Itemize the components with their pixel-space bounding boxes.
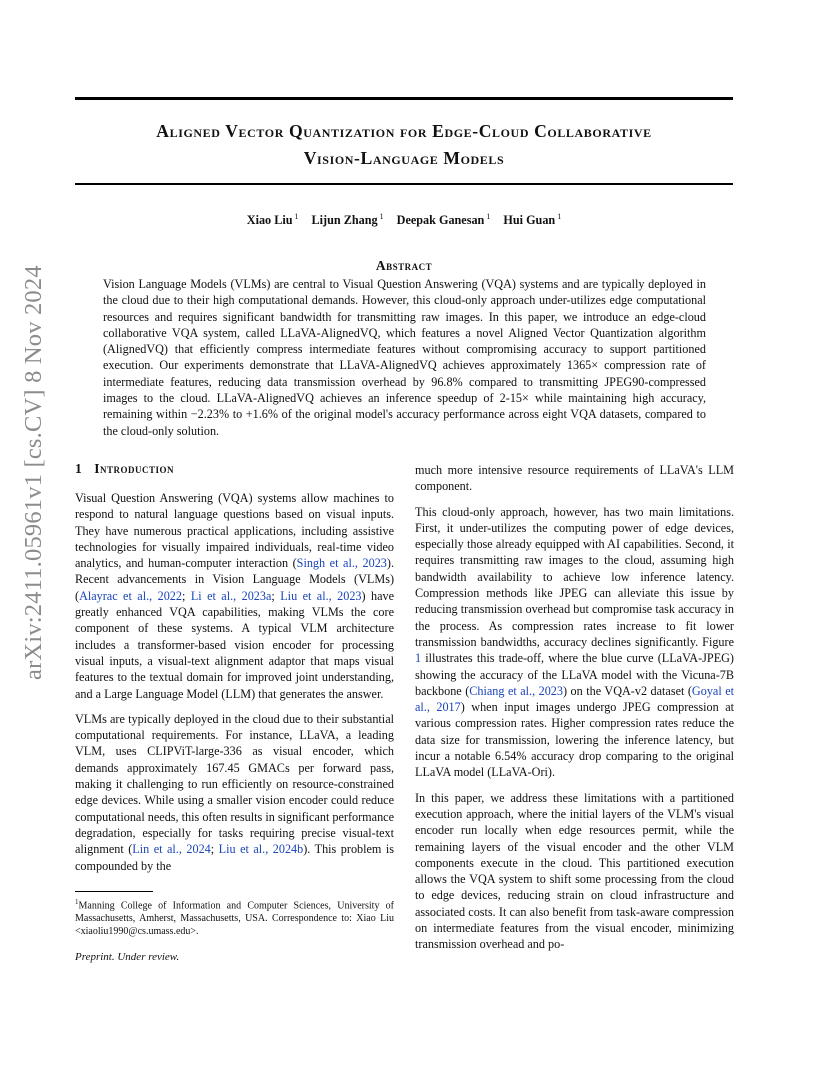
section-heading — [75, 461, 174, 477]
title-rule-bottom — [75, 183, 733, 185]
author — [247, 213, 299, 227]
citation-link[interactable]: Liu et al., 2024b — [218, 842, 304, 857]
title-rule-top — [75, 97, 733, 100]
footnote — [75, 896, 394, 938]
text-run: Visual Question Answering (VQA) systems allow machines to respond to natural language questions based on visual inputs. They have numerous practical applications, including assistive technologies for visually impaired individuals, real-time video analytics, and human-computer interaction ( — [75, 491, 394, 571]
author-affiliation-mark: 1 — [379, 212, 384, 221]
text-run: ). This problem is compounded by the — [75, 842, 395, 873]
citation-link[interactable]: Singh et al., 2023 — [296, 556, 387, 571]
title-line-2: Vision-Language Models — [303, 148, 505, 168]
intro-paragraph-2 — [75, 711, 394, 874]
author-list — [75, 212, 733, 228]
author-affiliation-mark: 1 — [557, 212, 562, 221]
section-title: Introduction — [94, 461, 175, 476]
citation-link[interactable]: Lin et al., 2024 — [132, 842, 211, 857]
right-column — [415, 462, 734, 962]
abstract-heading: Abstract — [375, 258, 433, 273]
author — [503, 213, 561, 227]
footnote-text: Manning College of Information and Computer Sciences, University of Massachusetts, Amherst, Massachusetts, USA. Correspondence to: Xiao Liu <xiaoliu1990@cs.umass.edu>. — [75, 900, 394, 937]
abstract-text: Vision Language Models (VLMs) are central to Visual Question Answering (VQA) systems and are typically deployed in the cloud due to their high computational demands. However, this cloud-only approach under-utilizes edge computational resources and requires significant bandwidth for transmitting raw images. In this paper, we introduce an edge-cloud collaborative VQA system, called LLaVA-AlignedVQ, which features a novel Aligned Vector Quantization algorithm (AlignedVQ) that efficiently compress intermediate features without compromising accuracy to support partitioned execution. Our experiments demonstrate that LLaVA-AlignedVQ achieves approximately 1365× compression rate of intermediate features, reducing data transmission overhead by 96.8% compared to transmitting JPEG90-compressed images to the cloud. LLaVA-AlignedVQ achieves an inference speedup of 2-15× while maintaining high accuracy, remaining within −2.23% to +1.6% of the original model's accuracy performance across eight VQA datasets, compared to the cloud-only solution. — [103, 277, 706, 438]
author-name: Lijun Zhang — [311, 213, 378, 228]
author-name: Hui Guan — [503, 213, 556, 228]
text-run: ) when input images undergo JPEG compression at various compression rates. Higher compression rates reduce the data size for transmission, lowering the inference latency, but incur a notable 6.54% accuracy drop comparing to the original LLaVA model (LLaVA-Ori). — [415, 700, 735, 780]
citation-link[interactable]: Alayrac et al., 2022 — [79, 588, 182, 603]
author — [312, 213, 384, 227]
citation-link[interactable]: Goyal et al., 2017 — [415, 683, 734, 715]
preprint-note: Preprint. Under review. — [75, 951, 180, 963]
text-run: ) on the VQA-v2 dataset ( — [563, 683, 692, 698]
intro-paragraph-continued: much more intensive resource requirements of LLaVA's LLM component. — [415, 463, 734, 494]
title-line-1: Aligned Vector Quantization for Edge-Cloud Collaborative — [156, 121, 652, 141]
text-run: VLMs are typically deployed in the cloud due to their substantial computational requirements. For instance, LLaVA, a leading VLM, uses CLIPViT-large-336 as visual encoder, which demands approximately 167.45 GMACs per forward pass, making it challenging to run efficiently on resource-constrained edge devices. While using a smaller vision encoder could reduce computational needs, this often results in significant performance degradation, especially for tasks requiring precise visual-text alignment ( — [75, 711, 394, 857]
author-name: Deepak Ganesan — [396, 213, 485, 228]
citation-link[interactable]: Li et al., 2023a — [190, 588, 272, 603]
author-name: Xiao Liu — [246, 213, 293, 228]
arxiv-stamp: arXiv:2411.05961v1 [cs.CV] 8 Nov 2024 — [20, 265, 47, 681]
section-number: 1 — [75, 461, 83, 476]
intro-paragraph-1 — [75, 490, 394, 702]
left-column — [75, 490, 394, 883]
footnote-rule — [75, 891, 153, 892]
author-affiliation-mark: 1 — [486, 212, 491, 221]
text-run: illustrates this trade-off, where the blue curve (LLaVA-JPEG) showing the accuracy of the LLaVA model with the Vicuna-7B backbone ( — [415, 651, 734, 698]
intro-paragraph-3 — [415, 504, 734, 781]
text-run: ). Recent advancements in Vision Language Models (VLMs) ( — [75, 556, 394, 603]
paper-title — [75, 118, 733, 172]
author-affiliation-mark: 1 — [294, 212, 299, 221]
citation-link[interactable]: Chiang et al., 2023 — [469, 683, 563, 698]
text-run: ; — [271, 588, 281, 603]
text-run: ; — [210, 842, 219, 857]
figure-link[interactable]: 1 — [415, 651, 422, 666]
text-run: ) have greatly enhanced VQA capabilities, making VLMs the core component of these systems. A typical VLM architecture includes a transformer-based vision encoder for processing visual inputs, a visual-text alignment adaptor that maps visual features to the textual domain for improved joint understanding, and a Large Language Model (LLM) that generates the answer. — [75, 588, 395, 701]
footnote-mark: 1 — [75, 898, 79, 906]
text-run: This cloud-only approach, however, has two main limitations. First, it under-utilizes the computing power of edge devices, especially those already equipped with AI capabilities. Second, it requires transmitting raw images to the cloud, assuming high bandwidth availability to achieve low inference latency. Compression methods like JPEG can alleviate this issue by reducing transmission overhead but compromise task accuracy in the process. As compression rates increase to fit lower transmission bandwidths, accuracy declines significantly. Figure — [415, 504, 734, 649]
author — [397, 213, 491, 227]
citation-link[interactable]: Liu et al., 2023 — [280, 588, 362, 603]
text-run: ; — [181, 588, 191, 603]
intro-paragraph-4: In this paper, we address these limitations with a partitioned execution approach, where the initial layers of the VLM's visual encoder run locally when edge resources permit, while the remaining layers of the visual encoder and the other VLM components execute in the cloud. This partitioned execution allows the VQA system to shift some processing from the cloud to edge devices, reducing strain on cloud infrastructure and associated costs. It can also benefit from task-aware compression on intermediate features from the visual encoder, minimizing transmission overhead and po- — [415, 790, 734, 952]
